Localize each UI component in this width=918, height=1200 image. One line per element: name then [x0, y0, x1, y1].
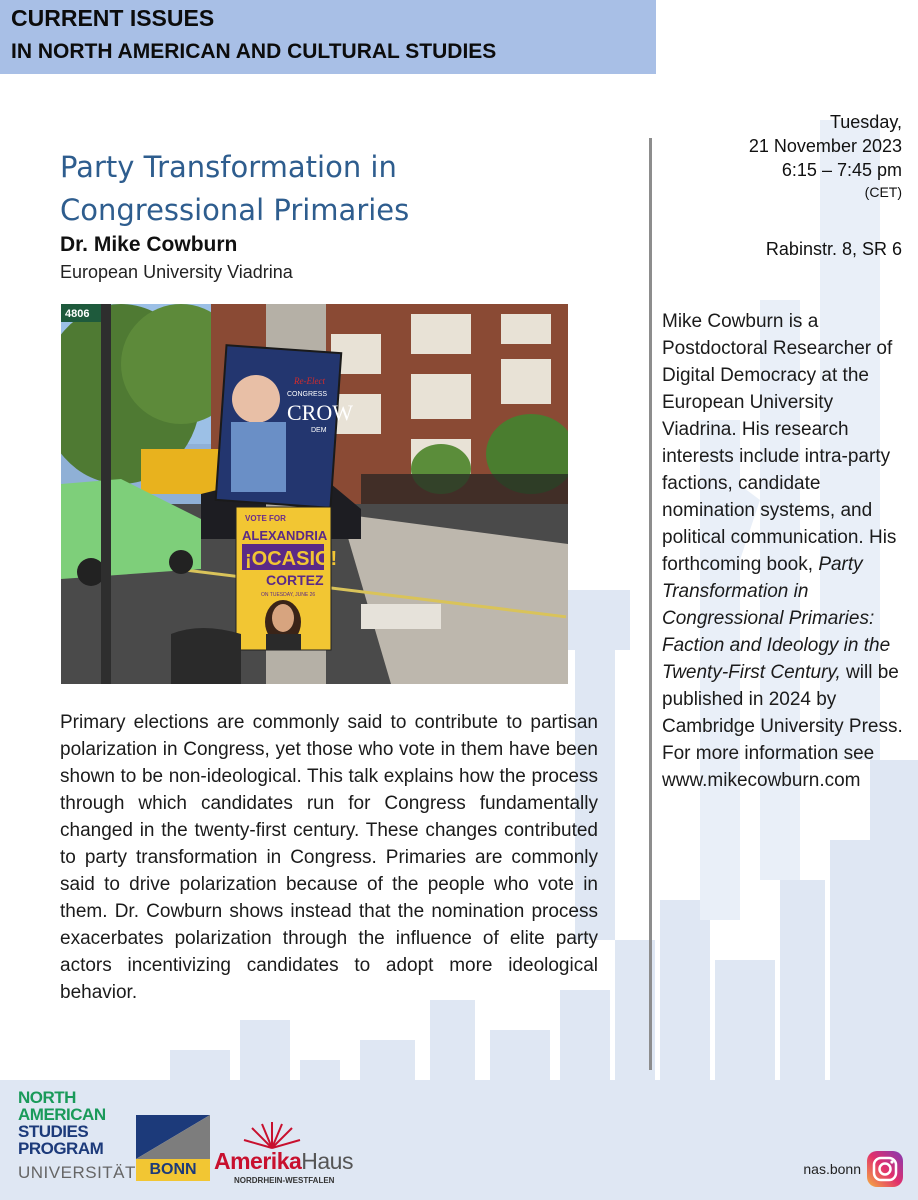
talk-title-line1: Party Transformation in	[60, 150, 397, 184]
crowley-poster-dem: DEM	[311, 427, 327, 434]
ocasio-poster-cortez: CORTEZ	[266, 572, 324, 588]
uni-label: UNIVERSITÄT	[18, 1163, 136, 1182]
nas-logo-line2: AMERICAN	[18, 1105, 106, 1124]
ocasio-poster-date: ON TUESDAY, JUNE 26	[261, 592, 316, 598]
street-sign: 4806	[65, 308, 90, 320]
series-title-line2: IN NORTH AMERICAN AND CULTURAL STUDIES	[11, 40, 497, 63]
event-timezone: (CET)	[864, 184, 902, 200]
talk-title	[60, 146, 480, 232]
uni-bonn-text	[18, 1163, 136, 1183]
crowley-poster-congress: CONGRESS	[287, 391, 328, 398]
ocasio-poster-first: ALEXANDRIA	[242, 528, 328, 543]
amerikahaus-star-icon	[242, 1120, 302, 1150]
event-venue: Rabinstr. 8, SR 6	[765, 239, 902, 259]
instagram-icon[interactable]	[866, 1150, 904, 1188]
ocasio-poster-last: ¡OCASIO!	[245, 548, 338, 570]
instagram-handle[interactable]: nas.bonn	[803, 1161, 861, 1177]
crowley-poster-reelect: Re-Elect	[294, 376, 325, 386]
bio-text-part2: will be published in 2024 by Cambridge University Press. For more information see www.mikecowburn.com	[662, 662, 903, 791]
amerika-word: Amerika	[214, 1148, 302, 1174]
bonn-badge: BONN	[136, 1159, 210, 1181]
crowley-poster-name: CROW	[287, 400, 353, 425]
series-header	[0, 0, 656, 74]
talk-abstract: Primary elections are commonly said to contribute to partisan polarization in Congress, yet those who vote in them have been shown to be non-ideological. This talk explains how the process through which candidates run for Congress fundamentally changed in the twenty-first century. These changes contributed to party transformation in Congress. Primaries are commonly said to drive polarization because of the people who vote in them. Dr. Cowburn shows instead that the nomination process exacerbates polarization through the influence of elite party actors incentivizing candidates to adopt more ideological behavior.	[60, 712, 598, 1003]
speaker-bio	[662, 308, 912, 794]
ocasio-poster-vote: VOTE FOR	[245, 514, 286, 523]
event-time: 6:15 – 7:45 pm	[781, 160, 902, 180]
bio-book-title: Party Transformation in Congressional Primaries: Faction and Ideology in the Twenty-First Century,	[662, 554, 891, 683]
nas-logo-line3: STUDIES	[18, 1122, 89, 1141]
bio-text-part1: Mike Cowburn is a Postdoctoral Researcher of Digital Democracy at the European University Viadrina. His research interests include intra-party factions, candidate nomination systems, and political communication. His forthcoming book,	[662, 311, 897, 575]
uni-bonn-logo-mark	[136, 1115, 210, 1159]
nas-logo-line1: NORTH	[18, 1088, 76, 1107]
amerika-subtitle: NORDRHEIN-WESTFALEN	[234, 1176, 335, 1185]
nas-logo-line4: PROGRAM	[18, 1139, 104, 1158]
talk-title-line2: Congressional Primaries	[60, 193, 410, 227]
nas-program-logo	[18, 1089, 136, 1183]
speaker-affiliation: European University Viadrina	[60, 262, 293, 282]
event-date: 21 November 2023	[748, 136, 902, 156]
series-title-line1: CURRENT ISSUES	[11, 5, 215, 31]
event-datetime	[749, 110, 902, 202]
speaker-name: Dr. Mike Cowburn	[60, 233, 238, 256]
campaign-posters-photo	[61, 304, 568, 684]
event-day: Tuesday,	[829, 112, 902, 132]
haus-word: Haus	[301, 1148, 353, 1174]
column-divider	[649, 138, 652, 1070]
